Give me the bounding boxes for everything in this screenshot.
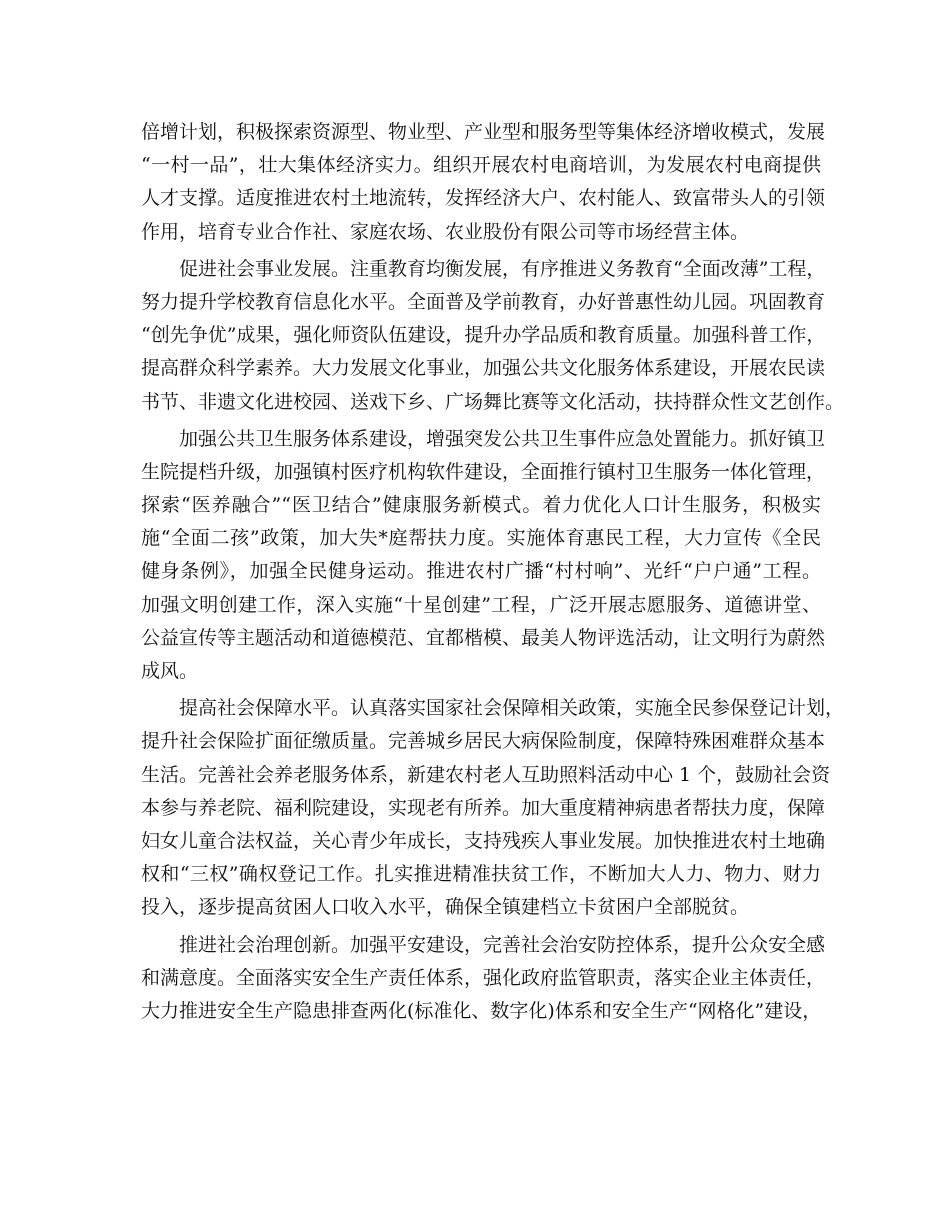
text-line: 投入，逐步提高贫困人口收入水平，确保全镇建档立卡贫困户全部脱贫。 [141,896,750,919]
text-line: 促进社会事业发展。注重教育均衡发展，有序推进义务教育“全面改薄”工程， [141,257,826,280]
text-line: 生活。完善社会养老服务体系，新建农村老人互助照料活动中心 1 个，鼓励社会资 [141,763,831,786]
paragraph-social-governance [141,929,826,1029]
text-line: 成风。 [141,660,199,682]
text-line: 本参与养老院、福利院建设，实现老有所养。加大重度精神病患者帮扶力度，保障 [141,796,826,819]
text-line: 施“全面二孩”政策，加大失*庭帮扶力度。实施体育惠民工程，大力宣传《全民 [141,527,821,550]
text-line: 人才支撑。适度推进农村土地流转，发挥经济大户、农村能人、致富带头人的引领 [141,187,826,210]
text-line: 提高社会保障水平。认真落实国家社会保障相关政策，实施全民参保登记计划， [141,697,845,720]
paragraph-social-security [141,692,845,924]
text-line: 健身条例》，加强全民健身运动。推进农村广播“村村响”、光纤“户户通”工程。 [141,560,821,583]
text-line: “一村一品”，壮大集体经济实力。组织开展农村电商培训，为发展农村电商提供 [141,154,821,177]
text-line: 妇女儿童合法权益，关心青少年成长，支持残疾人事业发展。加快推进农村土地确 [141,829,826,852]
text-line: 加强文明创建工作，深入实施“十星创建”工程，广泛开展志愿服务、道德讲堂、 [141,593,821,616]
text-line: 公益宣传等主题活动和道德模范、宜都楷模、最美人物评选活动，让文明行为蔚然 [141,626,826,649]
paragraph-social-undertakings [141,253,845,419]
text-line: 作用，培育专业合作社、家庭农场、农业股份有限公司等市场经营主体。 [141,220,750,243]
text-line: 加强公共卫生服务体系建设，增强突发公共卫生事件应急处置能力。抓好镇卫 [141,427,826,450]
text-line: 探索“医养融合”“医卫结合”健康服务新模式。着力优化人口计生服务，积极实 [141,494,821,517]
text-line: 推进社会治理创新。加强平安建设，完善社会治安防控体系，提升公众安全感 [141,933,826,956]
text-line: 提升社会保险扩面征缴质量。完善城乡居民大病保险制度，保障特殊困难群众基本 [141,730,826,753]
text-line: 努力提升学校教育信息化水平。全面普及学前教育，办好普惠性幼儿园。巩固教育 [141,290,826,313]
text-line: 权和“三权”确权登记工作。扎实推进精准扶贫工作，不断加大人力、物力、财力 [141,863,821,886]
text-line: 生院提档升级，加强镇村医疗机构软件建设，全面推行镇村卫生服务一体化管理， [141,460,826,483]
document-body [141,116,845,1028]
paragraph-collective-economy [141,116,826,249]
text-line: 大力推进安全生产隐患排查两化(标准化、数字化)体系和安全生产“网格化”建设， [141,999,822,1022]
text-line: 和满意度。全面落实安全生产责任体系，强化政府监管职责，落实企业主体责任， [141,966,826,989]
text-line: “创先争优”成果，强化师资队伍建设，提升办学品质和教育质量。加强科普工作， [141,324,826,347]
text-line: 倍增计划，积极探索资源型、物业型、产业型和服务型等集体经济增收模式，发展 [141,121,826,143]
paragraph-public-health [141,423,826,689]
text-line: 书节、非遗文化进校园、送戏下乡、广场舞比赛等文化活动，扶持群众性文艺创作。 [141,390,845,413]
text-line: 提高群众科学素养。大力发展文化事业，加强公共文化服务体系建设，开展农民读 [141,357,826,380]
